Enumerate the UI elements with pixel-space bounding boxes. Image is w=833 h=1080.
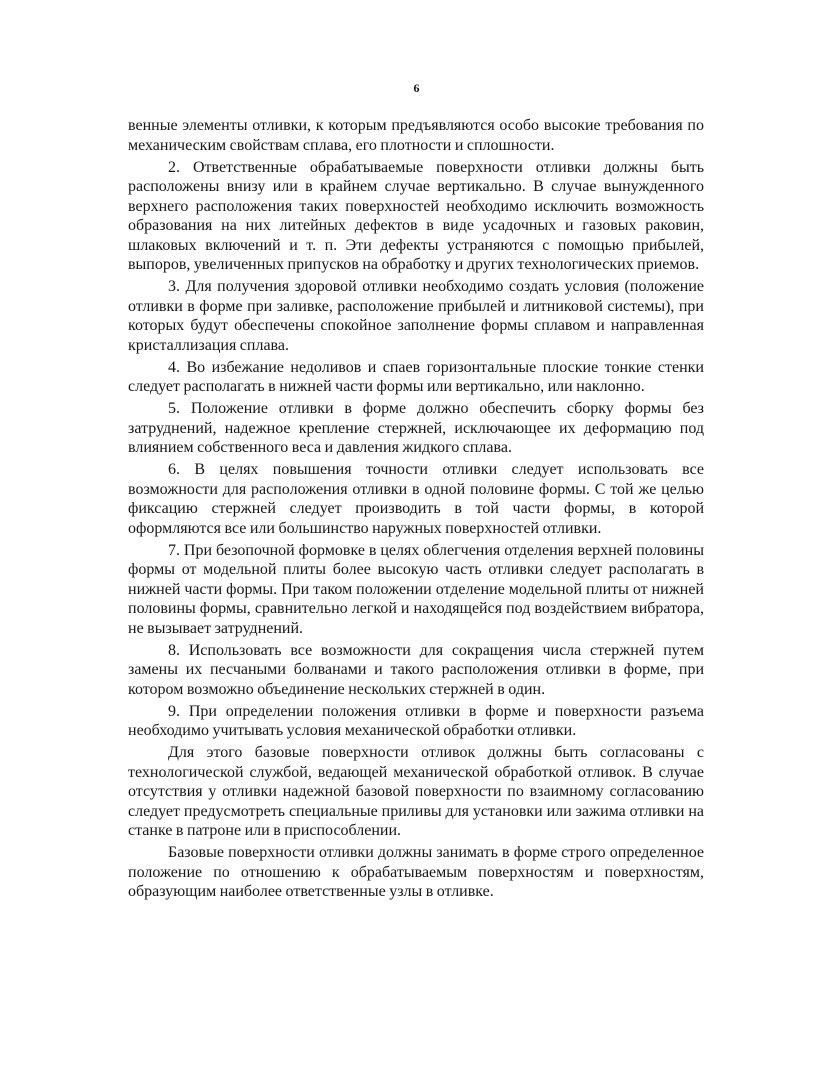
page-number: 6 (413, 81, 420, 95)
paragraph-item-7: 7. При безопочной формовке в целях облегчения отделения верхней половины формы от модельной плиты более высокую часть отливки следует располагать в нижней части формы. При таком положении отделение модельной плиты от нижней половины формы, сравнительно легкой и находящейся под воздействием вибратора, не вызывает затруднений. (128, 541, 704, 637)
paragraph-base-surfaces: Для этого базовые поверхности отливок должны быть согласованы с технологической службой, ведающей механической обработкой отливок. В случае отсутствия у отливки надежной базовой поверхности по взаимному согласованию следует предусмотреть специальные приливы для установки или зажима отливки на станке в патроне или в приспособлении. (128, 744, 704, 839)
body-text (128, 116, 704, 904)
paragraph-item-9: 9. При определении положения отливки в форме и поверхности разъема необходимо учитывать условия механической обработки отливки. (128, 702, 704, 739)
paragraph-item-4: 4. Во избежание недоливов и спаев горизонтальные плоские тонкие стенки следует располагать в нижней части формы или вертикально, или наклонно. (128, 358, 704, 395)
paragraph-item-5: 5. Положение отливки в форме должно обеспечить сборку формы без затруднений, надежное крепление стержней, исключающее их деформацию под влиянием собственного веса и давления жидкого сплава. (128, 400, 704, 456)
paragraph-continuation: венные элементы отливки, к которым предъявляются особо высокие требования по механическим свойствам сплава, его плотности и сплошности. (128, 117, 704, 154)
paragraph-item-8: 8. Использовать все возможности для сокращения числа стержней путем замены их песчаными болванами и такого расположения отливки в форме, при котором возможно объединение нескольких стержней в один. (128, 641, 704, 698)
paragraph-item-2: 2. Ответственные обрабатываемые поверхности отливки должны быть расположены внизу или в крайнем случае вертикально. В случае вынужденного верхнего расположения таких поверхностей необходимо исключить возможность образования на них литейных дефектов в виде усадочных и газовых раковин, шлаковых включений и т. п. Эти дефекты устраняются с помощью прибылей, выпоров, увеличенных припусков на обработку и других технологических приемов. (128, 158, 704, 273)
paragraph-base-position: Базовые поверхности отливки должны занимать в форме строго определенное положение по отношению к обрабатываемым поверхностям и поверхностям, образующим наиболее ответственные узлы в отливке. (128, 844, 704, 900)
paragraph-item-3: 3. Для получения здоровой отливки необходимо создать условия (положение отливки в форме при заливке, расположение прибылей и литниковой системы), при которых будут обеспечены спокойное заполнение формы сплавом и направленная кристаллизация сплава. (128, 278, 704, 354)
paragraph-item-6: 6. В целях повышения точности отливки следует использовать все возможности для расположения отливки в одной половине формы. С той же целью фиксацию стержней следует производить в той части формы, в которой оформляются все или большинство наружных поверхностей отливки. (128, 461, 704, 537)
